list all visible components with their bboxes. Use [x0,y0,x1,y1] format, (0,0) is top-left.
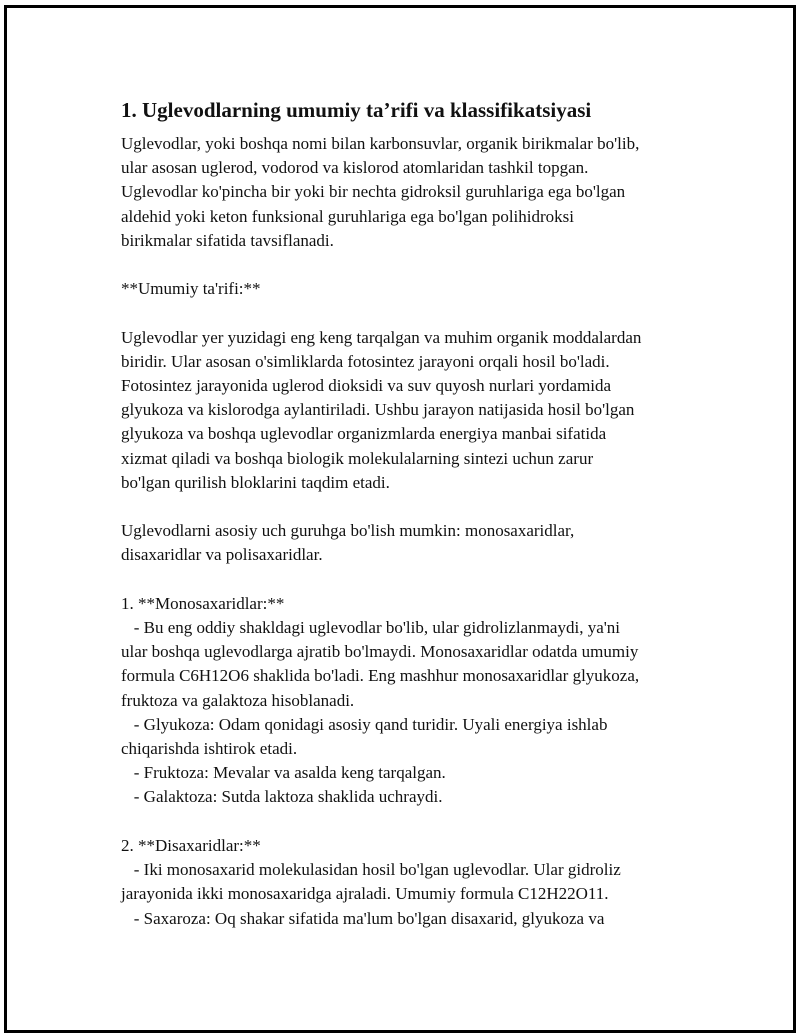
document-title: 1. Uglevodlarning umumiy ta’rifi va klassifikatsiyasi [121,98,592,122]
document-body: Uglevodlar, yoki boshqa nomi bilan karbonsuvlar, organik birikmalar bo'lib, ular asosan uglerod, vodorod va kislorod atomlaridan tashkil topgan. Uglevodlar ko'pincha bir yoki bir nechta gidroksil guruhlariga ega bo'lgan aldehid yoki keton funksional guruhlariga ega bo'lgan polihidroksi birikmalar sifatida tavsiflanadi. **Umumiy ta'rifi:** Uglevodlar yer yuzidagi eng keng tarqalgan va muhim organik moddalardan biridir. Ular asosan o'simliklarda fotosintez jarayoni orqali hosil bo'ladi. Fotosintez jarayonida uglerod dioksidi va suv quyosh nurlari yordamida glyukoza va kislorodga aylantiriladi. Ushbu jarayon natijasida hosil bo'lgan glyukoza va boshqa uglevodlar organizmlarda energiya manbai sifatida xizmat qiladi va boshqa biologik molekulalarning sintezi uchun zarur bo'lgan qurilish bloklarini taqdim etadi. Uglevodlarni asosiy uch guruhga bo'lish mumkin: monosaxaridlar, disaxaridlar va polisaxaridlar. 1. **Monosaxaridlar:** - Bu eng oddiy shakldagi uglevodlar bo'lib, ular gidrolizlanmaydi, ya'ni ular boshqa uglevodlarga ajratib bo'lmaydi. Monosaxaridlar odatda umumiy formula C6H12O6 shaklida bo'ladi. Eng mashhur monosaxaridlar glyukoza, fruktoza va galaktoza hisoblanadi. - Glyukoza: Odam qonidagi asosiy qand turidir. Uyali energiya ishlab chiqarishda ishtirok etadi. - Fruktoza: Mevalar va asalda keng tarqalgan. - Galaktoza: Sutda laktoza shaklida uchraydi. 2. **Disaxaridlar:** - Iki monosaxarid molekulasidan hosil bo'lgan uglevodlar. Ular gidroliz jarayonida ikki monosaxaridga ajraladi. Umumiy formula C12H22O11. - Saxaroza: Oq shakar sifatida ma'lum bo'lgan disaxarid, glyukoza va [121,134,642,928]
document-page [4,5,796,1033]
document-content [121,96,701,931]
